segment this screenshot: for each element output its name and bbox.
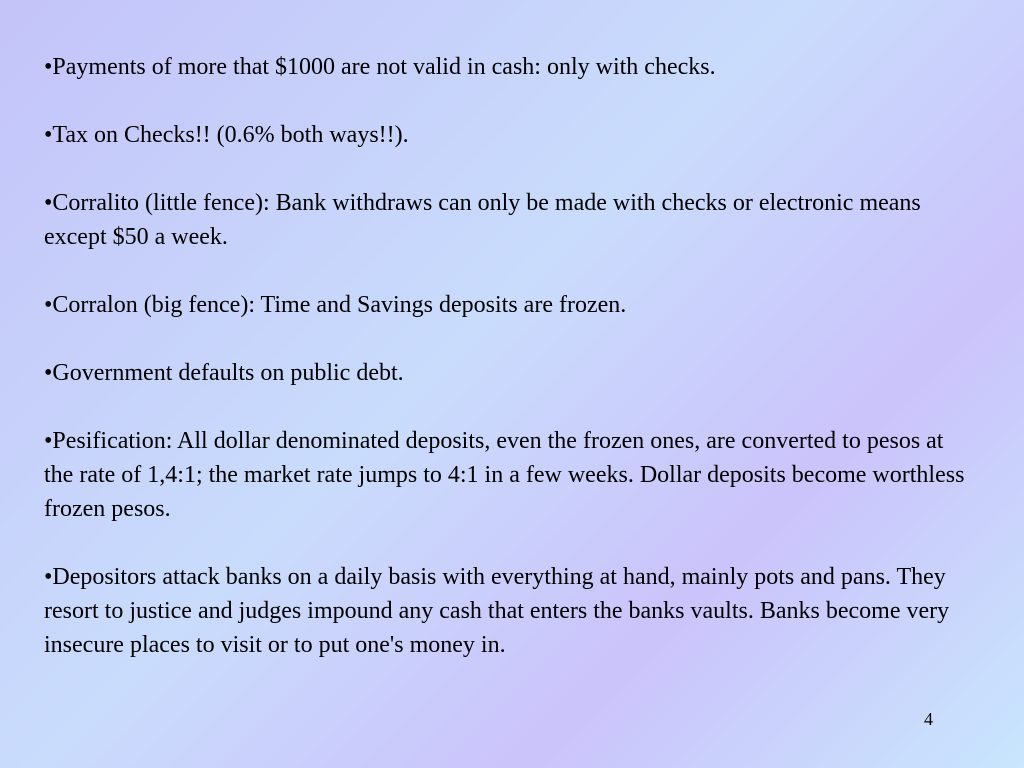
bullet-item-government-default: •Government defaults on public debt. <box>44 360 404 386</box>
bullet-item-corralito: •Corralito (little fence): Bank withdraws can only be made with checks or electronic means except $50 a week. <box>44 190 921 250</box>
page-number: 4 <box>924 709 933 729</box>
bullet-item-check-tax: •Tax on Checks!! (0.6% both ways!!). <box>44 122 409 148</box>
bullet-item-cash-payments: •Payments of more that $1000 are not valid in cash: only with checks. <box>44 54 716 80</box>
bullet-item-pesification: •Pesification: All dollar denominated deposits, even the frozen ones, are converted to pesos at the rate of 1,4:1; the market rate jumps to 4:1 in a few weeks. Dollar deposits become worthless frozen pesos. <box>44 428 965 522</box>
bullet-item-corralon: •Corralon (big fence): Time and Savings deposits are frozen. <box>44 292 627 318</box>
bullet-list <box>44 50 974 662</box>
bullet-item-depositors-attack: •Depositors attack banks on a daily basis with everything at hand, mainly pots and pans. They resort to justice and judges impound any cash that enters the banks vaults. Banks become very insecure places to visit or to put one's money in. <box>44 564 950 658</box>
